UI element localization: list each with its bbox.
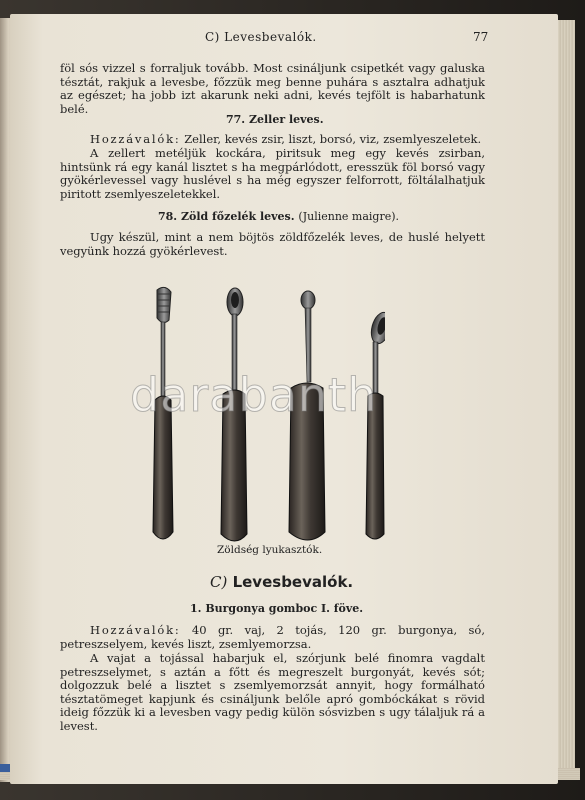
section-title: Levesbevalók. — [232, 573, 354, 591]
illustration-caption: Zöldség lyukasztók. — [217, 544, 323, 556]
page-content-lower — [60, 0, 485, 800]
recipe-77-method: A zellert metéljük kockára, piritsuk meg egy kevés zsirban, hintsünk rá egy kanál lisztet s ha megpárlódott, eresszük föl borsó vagy gyökérlevessel vagy huslével s ha még egyszer felforrott, föltálalhatjuk piritott zsemlyeszeletekkel. — [60, 146, 485, 201]
intro-paragraph: föl sós vizzel s forraljuk tovább. Most csináljunk csipetkét vagy galuska tésztát, rakjuk a levesbe, főzzük meg benne puhára s asztalra adhatjuk az egészet; ha jobb izt akarunk neki adni, kevés tejfölt is habarhatunk belé. — [60, 61, 485, 116]
recipe-1-method: A vajat a tojással habarjuk el, szórjunk belé finomra vagdalt petreszselymet, s aztán a főtt és megreszelt burgonyát, kevés sót; dolgozzuk belé a lisztet s zsemlyemorzsát annyit, hogy formálható tésztatömeget kapjunk és csináljunk belőle apró gombóckákat s rövid ideig főzzük ki a levesben vagy pedig külön sósvizben s ugy tálaljuk rá a levest. — [60, 651, 485, 733]
section-heading — [210, 573, 353, 591]
recipe-78-method: Ugy készül, mint a nem böjtös zöldfőzelék leves, de huslé helyett vegyünk hozzá gyökérlevest. — [60, 230, 485, 258]
ingredients-label: Hozzávalók: — [90, 623, 181, 637]
page-stack-edge — [555, 20, 575, 780]
recipe-78-subtitle: (Julienne maigre). — [298, 210, 400, 223]
ingredients-text: 40 gr. vaj, 2 tojás, 120 gr. burgonya, só, petreszselyem, kevés liszt, zsemlyemorzsa. — [60, 623, 485, 651]
recipe-78-title: 78. Zöld főzelék leves. — [158, 210, 295, 223]
running-head: C) Levesbevalók. — [205, 30, 317, 44]
recipe-1-ingredients — [60, 624, 485, 651]
watermark: darabanth — [130, 368, 378, 422]
ingredients-label: Hozzávalók: — [90, 132, 181, 146]
recipe-1-title: 1. Burgonya gomboc I. föve. — [190, 602, 364, 615]
recipe-77-title: 77. Zeller leves. — [226, 113, 324, 126]
page-number: 77 — [473, 30, 489, 44]
ingredients-text: Zeller, kevés zsir, liszt, borsó, viz, zsemlyeszeletek. — [184, 132, 482, 146]
section-letter: C) — [210, 573, 228, 591]
